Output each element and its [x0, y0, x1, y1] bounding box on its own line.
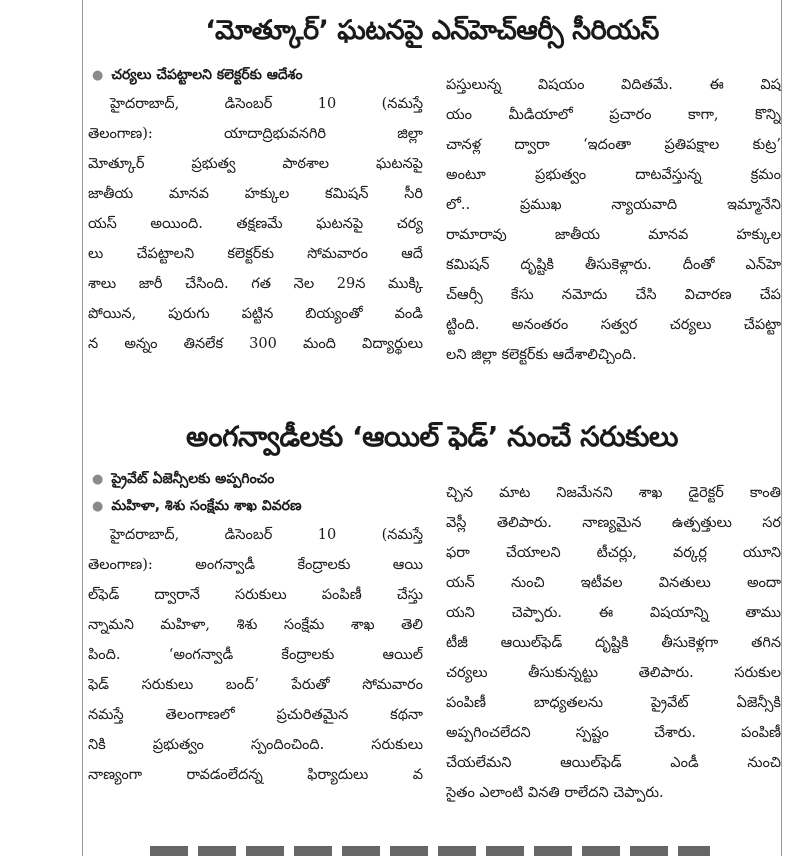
text-line: లని జిల్లా కలెక్టర్‌కు ఆదేశాలిచ్చింది. — [446, 347, 637, 363]
text-line: న్నామని మహిళా, శిశు సంక్షేమ శాఖ తెలి — [88, 617, 423, 633]
text-line: యస్ అయింది. తక్షణమే ఘటనపై చర్య — [88, 216, 423, 232]
text-line: ఫెడ్ సరుకులు బంద్’ పేరుతో సోమవారం — [88, 677, 423, 693]
article-2-headline: అంగన్వాడీలకు ‘ఆయిల్ ఫెడ్’ నుంచే సరుకులు — [186, 420, 678, 453]
text-line: రామారావు జాతీయ మానవ హక్కుల — [446, 227, 781, 243]
bullet-dot-icon: ● — [92, 472, 104, 487]
text-line: లో.. ప్రముఖ న్యాయవాది ఇమ్మానేని — [446, 197, 781, 213]
article-2-column-2 — [446, 478, 781, 808]
text-line: శాలు జారీ చేసింది. గత నెల 29న ముక్కి — [88, 276, 423, 292]
article-2-bullet-2: ● మహిళా, శిశు సంక్షేమ శాఖ వివరణ — [92, 498, 302, 514]
text-line: పోయిన, పురుగు పట్టిన బియ్యంతో వండి — [88, 306, 423, 322]
article-1-column-2 — [446, 70, 781, 370]
text-line: సైతం ఎలాంటి వినతి రాలేదని చెప్పారు. — [446, 785, 664, 801]
text-line: పస్తులున్న విషయం విదితమే. ఈ విష — [446, 77, 781, 93]
text-line: చ్చిన మాట నిజమేనని శాఖ డైరెక్టర్ కాంతి — [446, 485, 781, 501]
text-line: హైదరాబాద్, డిసెంబర్ 10 (నమస్తే — [110, 96, 423, 112]
text-line: అప్పగించలేదని స్పష్టం చేశారు. పంపిణీ — [446, 725, 781, 741]
text-line: మోత్కూర్ ప్రభుత్వ పాఠశాల ఘటనపై — [88, 156, 423, 172]
text-line: నమస్తే తెలంగాణలో ప్రచురితమైన కథనా — [88, 707, 423, 723]
article-1-bullet: ● చర్యలు చేపట్టాలని కలెక్టర్‌కు ఆదేశం — [92, 67, 303, 83]
text-line: హైదరాబాద్, డిసెంబర్ 10 (నమస్తే — [110, 527, 423, 543]
text-line: జాతీయ మానవ హక్కుల కమిషన్ సీరి — [88, 186, 423, 202]
text-line: యం మీడియాలో ప్రచారం కాగా, కొన్ని — [446, 107, 781, 123]
text-line: ల్‌ఫెడ్ ద్వారానే సరుకులు పంపిణీ చేస్తు — [88, 587, 423, 603]
article-1-headline: ‘మోత్కూర్’ ఘటనపై ఎన్‌హెచ్‌ఆర్సీ సీరియస్ — [205, 15, 659, 46]
text-line: టీజీ ఆయిల్‌ఫెడ్ దృష్టికి తీసుకెళ్లగా తగిన — [446, 635, 781, 651]
text-line: ఫరా చేయాలని టీచర్లు, వర్కర్ల యూని — [446, 545, 781, 561]
article-2-column-1 — [88, 466, 423, 790]
text-line: న అన్నం తినలేక 300 మంది విద్యార్థులు — [88, 336, 423, 352]
text-line: చేయలేమని ఆయిల్‌ఫెడ్ ఎండీ నుంచి — [446, 755, 781, 771]
article-1-column-1 — [88, 62, 423, 359]
text-line: పంపిణీ బాధ్యతలను ప్రైవేట్ ఏజెన్సీకి — [446, 695, 781, 711]
text-line: నికి ప్రభుత్వం స్పందించింది. సరుకులు — [88, 737, 423, 753]
text-line: యని చెప్పారు. ఈ విషయాన్ని తాము — [446, 605, 781, 621]
text-line: నాణ్యంగా రావడంలేదన్న ఫిర్యాదులు వ — [88, 767, 423, 783]
text-line: పింది. ‘అంగన్వాడీ కేంద్రాలకు ఆయిల్ — [88, 647, 423, 663]
text-line: తెలంగాణ): యాదాద్రిభువనగిరి జిల్లా — [88, 126, 423, 142]
text-line: తెలంగాణ): అంగన్వాడీ కేంద్రాలకు ఆయి — [88, 557, 423, 573]
text-line: లు చేపట్టాలని కలెక్టర్‌కు సోమవారం ఆదే — [88, 246, 423, 262]
column-rule-right — [781, 0, 782, 856]
text-line: వెస్లీ తెలిపారు. నాణ్యమైన ఉత్పత్తులు సర — [446, 515, 781, 531]
bullet-dot-icon: ● — [92, 68, 104, 83]
text-line: చర్యలు తీసుకున్నట్టు తెలిపారు. సరుకుల — [446, 665, 781, 681]
article-2-bullet-1: ● ప్రైవేట్ ఏజెన్సీలకు అప్పగించం — [92, 471, 275, 487]
text-line: యన్ నుంచి ఇటీవల వినతులు అందా — [446, 575, 781, 591]
text-line: అంటూ ప్రభుత్వం దాటవేస్తున్న క్రమం — [446, 167, 781, 183]
next-headline-fragment — [150, 846, 710, 856]
column-rule-left — [82, 0, 83, 856]
bullet-dot-icon: ● — [92, 499, 104, 514]
text-line: చానళ్ల ద్వారా ‘ఇదంతా ప్రతిపక్షాల కుట్ర’ — [446, 137, 781, 153]
text-line: చ్‌ఆర్సీ కేసు నమోదు చేసి విచారణ చేప — [446, 287, 781, 303]
text-line: ట్టింది. అనంతరం సత్వర చర్యలు చేపట్టా — [446, 317, 781, 333]
text-line: కమిషన్ దృష్టికి తీసుకెళ్లారు. దీంతో ఎన్‌హె — [446, 257, 781, 273]
